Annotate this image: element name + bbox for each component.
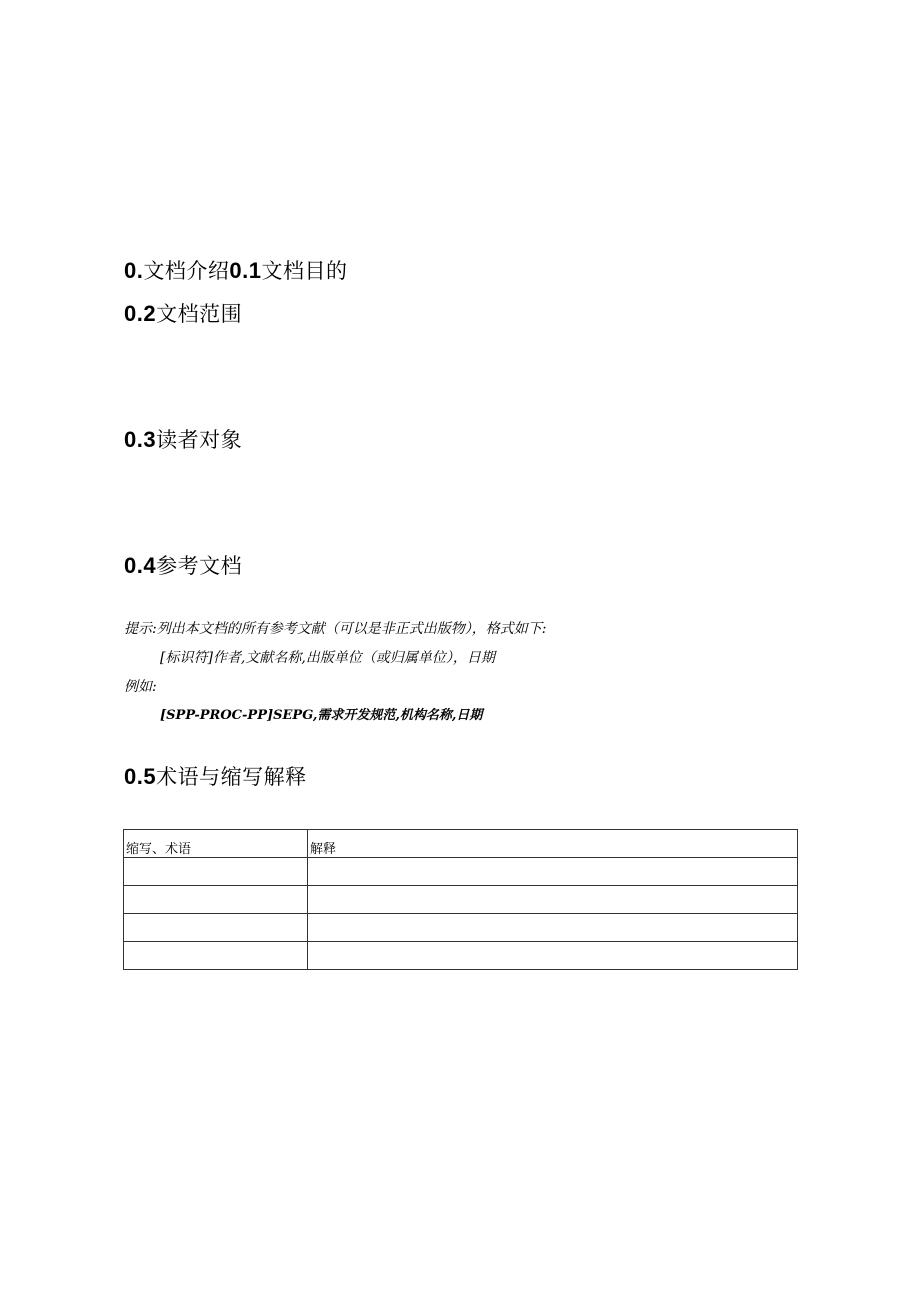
heading-number: 0.5 — [124, 764, 157, 789]
heading-text: 参考文档 — [156, 554, 243, 578]
heading-document-scope — [124, 302, 242, 326]
table-header-row — [124, 830, 798, 858]
table-cell-explanation — [308, 886, 798, 914]
table-cell-explanation — [308, 942, 798, 970]
table-cell-explanation — [308, 914, 798, 942]
table-row — [124, 914, 798, 942]
heading-document-intro — [124, 259, 347, 283]
table-cell-explanation — [308, 858, 798, 886]
table-cell-term — [124, 914, 308, 942]
heading-number: 0.2 — [124, 301, 157, 326]
table-row — [124, 942, 798, 970]
reference-format-line: [标识符]作者,文献名称,出版单位（或归属单位），日期 — [160, 650, 495, 666]
heading-text: 读者对象 — [156, 428, 243, 452]
example-label: 例如: — [124, 679, 157, 695]
heading-reference-docs — [124, 554, 242, 578]
heading-text: 术语与缩写解释 — [156, 765, 307, 789]
heading-text: 文档目的 — [261, 259, 348, 283]
reference-hint-line: 提示:列出本文档的所有参考文献（可以是非正式出版物），格式如下: — [124, 621, 547, 637]
heading-number: 0. — [124, 258, 144, 283]
heading-number: 0.1 — [229, 258, 262, 283]
heading-text: 文档范围 — [156, 302, 243, 326]
reference-example-line: [SPP-PROC-PP]SEPG,需求开发规范,机构名称,日期 — [160, 708, 483, 723]
table-cell-term — [124, 942, 308, 970]
heading-terms — [124, 765, 307, 789]
heading-text: 文档介绍 — [143, 259, 230, 283]
terms-table — [123, 829, 798, 970]
column-header-explanation: 解释 — [308, 830, 798, 858]
heading-number: 0.4 — [124, 553, 157, 578]
table-row — [124, 886, 798, 914]
table-row — [124, 858, 798, 886]
heading-number: 0.3 — [124, 427, 157, 452]
heading-audience — [124, 428, 242, 452]
column-header-term: 缩写、术语 — [124, 830, 308, 858]
table-cell-term — [124, 886, 308, 914]
table-cell-term — [124, 858, 308, 886]
